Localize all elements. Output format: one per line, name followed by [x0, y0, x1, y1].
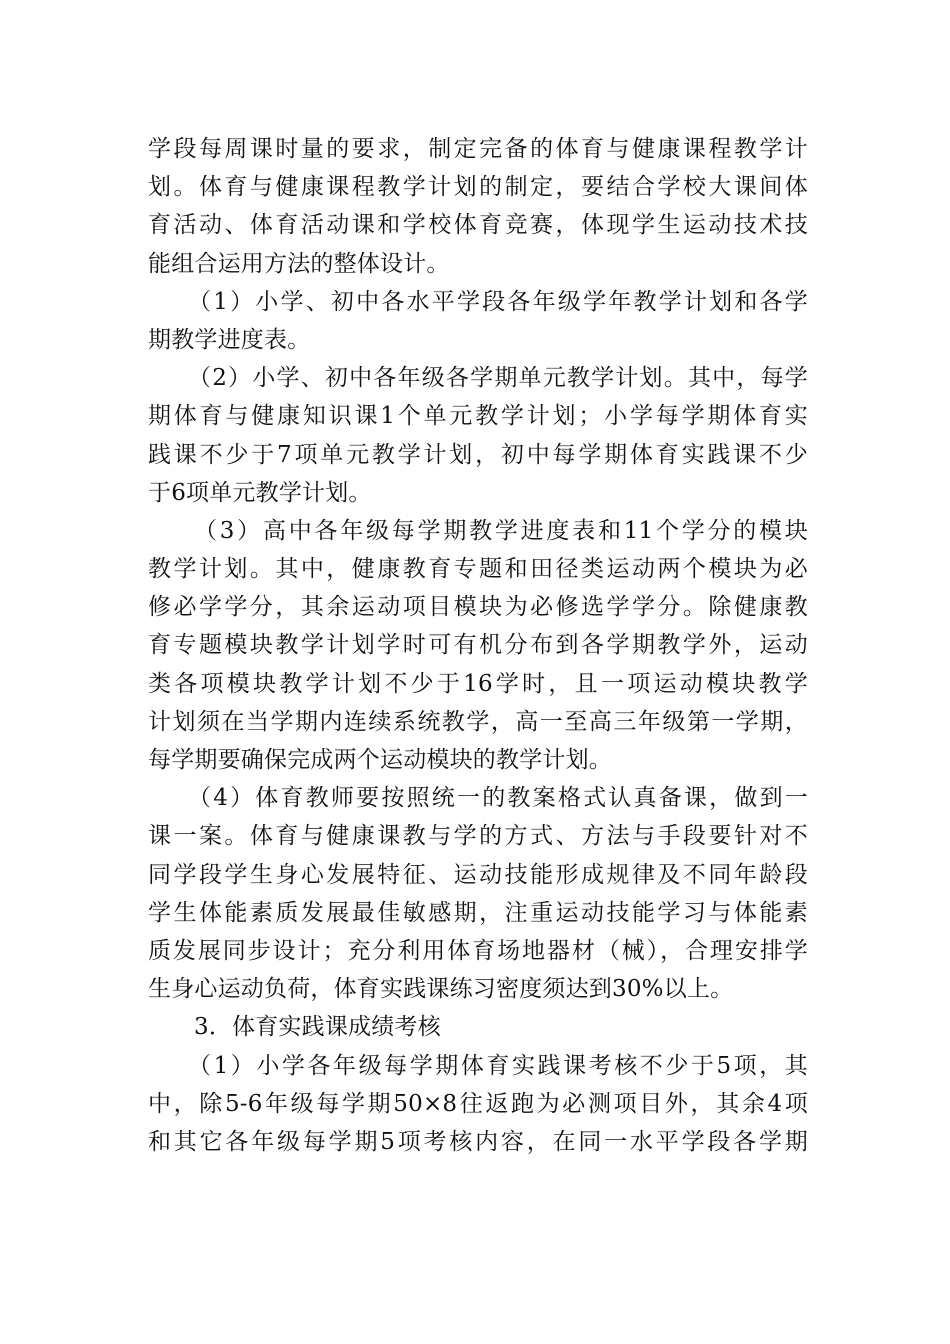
paragraph-line: 期体育与健康知识课1个单元教学计划；小学每学期体育实 [148, 403, 808, 430]
paragraph-line: 能组合运用方法的整体设计。 [148, 250, 450, 277]
paragraph-line: 划。体育与健康课程教学计划的制定，要结合学校大课间体 [148, 174, 808, 201]
document-body [148, 130, 808, 1161]
paragraph-line: 于6项单元教学计划。 [148, 479, 372, 506]
paragraph-line: 教学计划。其中，健康教育专题和田径类运动两个模块为必 [148, 556, 808, 583]
section-heading: 3．体育实践课成绩考核 [194, 1014, 441, 1041]
paragraph-line: （4）体育教师要按照统一的教案格式认真备课，做到一 [188, 785, 808, 812]
paragraph-line: 期教学进度表。 [148, 326, 311, 353]
paragraph-line: 生身心运动负荷，体育实践课练习密度须达到30%以上。 [148, 976, 734, 1003]
paragraph-line: 同学段学生身心发展特征、运动技能形成规律及不同年龄段 [148, 861, 808, 888]
paragraph-line: 质发展同步设计；充分利用体育场地器材（械），合理安排学 [148, 937, 808, 964]
paragraph-line: 中，除5-6年级每学期50×8往返跑为必测项目外，其余4项 [148, 1090, 808, 1117]
paragraph-line: （2）小学、初中各年级各学期单元教学计划。其中，每学 [188, 365, 808, 392]
paragraph-line: （1）小学各年级每学期体育实践课考核不少于5项，其 [188, 1052, 808, 1079]
paragraph-line: 修必学学分，其余运动项目模块为必修选学学分。除健康教 [148, 594, 808, 621]
paragraph-line: 学生体能素质发展最佳敏感期，注重运动技能学习与体能素 [148, 899, 808, 926]
paragraph-line: 课一案。体育与健康课教与学的方式、方法与手段要针对不 [148, 823, 808, 850]
paragraph-line: 践课不少于7项单元教学计划，初中每学期体育实践课不少 [148, 441, 808, 468]
paragraph-line: 计划须在当学期内连续系统教学，高一至高三年级第一学期， [148, 708, 808, 735]
paragraph-line: 育活动、体育活动课和学校体育竞赛，体现学生运动技术技 [148, 212, 808, 239]
paragraph-line: 和其它各年级每学期5项考核内容，在同一水平学段各学期 [148, 1128, 808, 1155]
paragraph-line: 学段每周课时量的要求，制定完备的体育与健康课程教学计 [148, 136, 808, 162]
paragraph-line: 育专题模块教学计划学时可有机分布到各学期教学外，运动 [148, 632, 808, 659]
paragraph-line: 类各项模块教学计划不少于16学时，且一项运动模块教学 [148, 670, 808, 697]
paragraph-line: （1）小学、初中各水平学段各年级学年教学计划和各学 [188, 288, 808, 315]
paragraph-line: 每学期要确保完成两个运动模块的教学计划。 [148, 747, 612, 773]
paragraph-line: （3）高中各年级每学期教学进度表和11个学分的模块 [194, 517, 808, 544]
